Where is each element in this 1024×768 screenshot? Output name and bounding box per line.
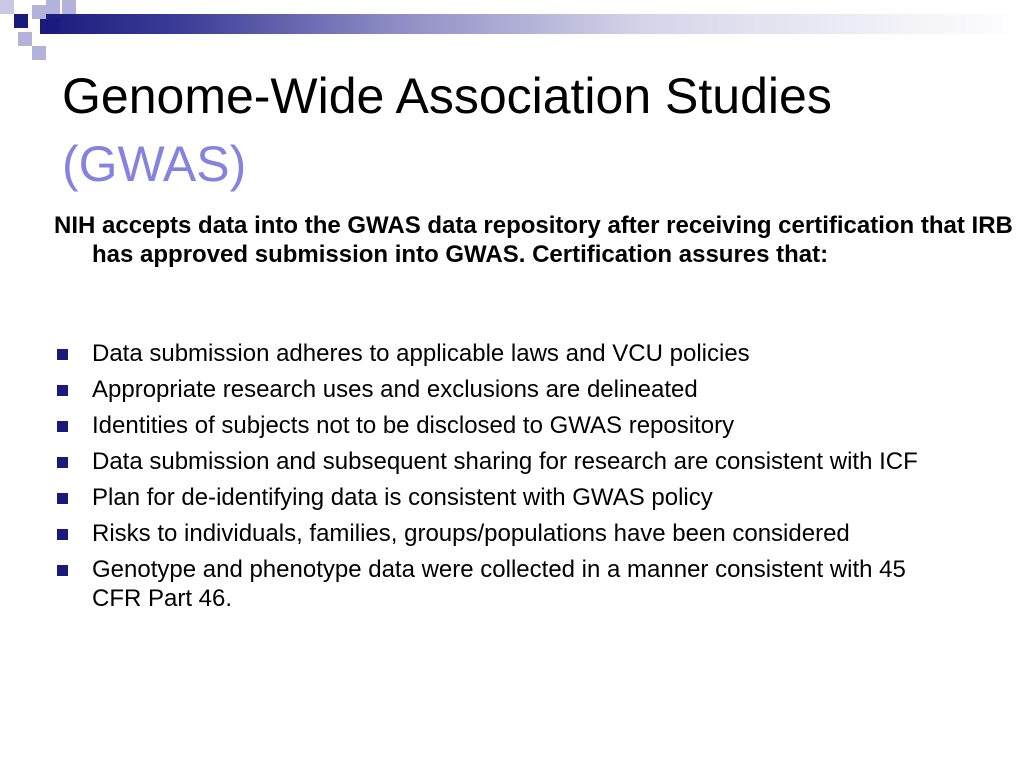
square-bullet-icon bbox=[57, 565, 68, 576]
bullet-text: Data submission and subsequent sharing for research are consistent with ICF bbox=[92, 448, 918, 475]
square-bullet-icon bbox=[57, 349, 68, 360]
decor-square bbox=[0, 0, 14, 14]
slide-title-abbrev: (GWAS) bbox=[62, 136, 247, 192]
bullet-text: Data submission adheres to applicable laws and VCU policies bbox=[92, 340, 750, 367]
bullet-text: Plan for de-identifying data is consistent with GWAS policy bbox=[92, 484, 713, 511]
decor-square bbox=[46, 18, 60, 32]
square-bullet-icon bbox=[57, 529, 68, 540]
slide-title: Genome-Wide Association Studies bbox=[62, 68, 832, 124]
list-item bbox=[54, 375, 954, 404]
list-item bbox=[54, 339, 954, 368]
decor-square bbox=[32, 46, 46, 60]
decor-square bbox=[14, 14, 28, 28]
list-item bbox=[54, 447, 954, 476]
list-item bbox=[54, 555, 954, 613]
decor-square bbox=[62, 0, 76, 14]
list-item bbox=[54, 519, 954, 548]
decor-square bbox=[18, 32, 32, 46]
bullet-text: Appropriate research uses and exclusions are delineated bbox=[92, 376, 698, 403]
list-item bbox=[54, 483, 954, 512]
list-item bbox=[54, 411, 954, 440]
square-bullet-icon bbox=[57, 493, 68, 504]
bullet-text: Genotype and phenotype data were collected in a manner consistent with 45 CFR Part 46. bbox=[92, 556, 906, 612]
decor-square bbox=[46, 0, 60, 14]
intro-paragraph: NIH accepts data into the GWAS data repository after receiving certification that IRB has approved submission into GWAS. Certification assures that: bbox=[54, 212, 1013, 268]
header-gradient-bar bbox=[40, 14, 1024, 34]
square-bullet-icon bbox=[57, 385, 68, 396]
bullet-text: Identities of subjects not to be disclosed to GWAS repository bbox=[92, 412, 735, 439]
bullet-text: Risks to individuals, families, groups/populations have been considered bbox=[92, 520, 850, 547]
square-bullet-icon bbox=[57, 457, 68, 468]
bullet-list bbox=[54, 339, 954, 620]
decor-square bbox=[32, 5, 46, 19]
square-bullet-icon bbox=[57, 421, 68, 432]
